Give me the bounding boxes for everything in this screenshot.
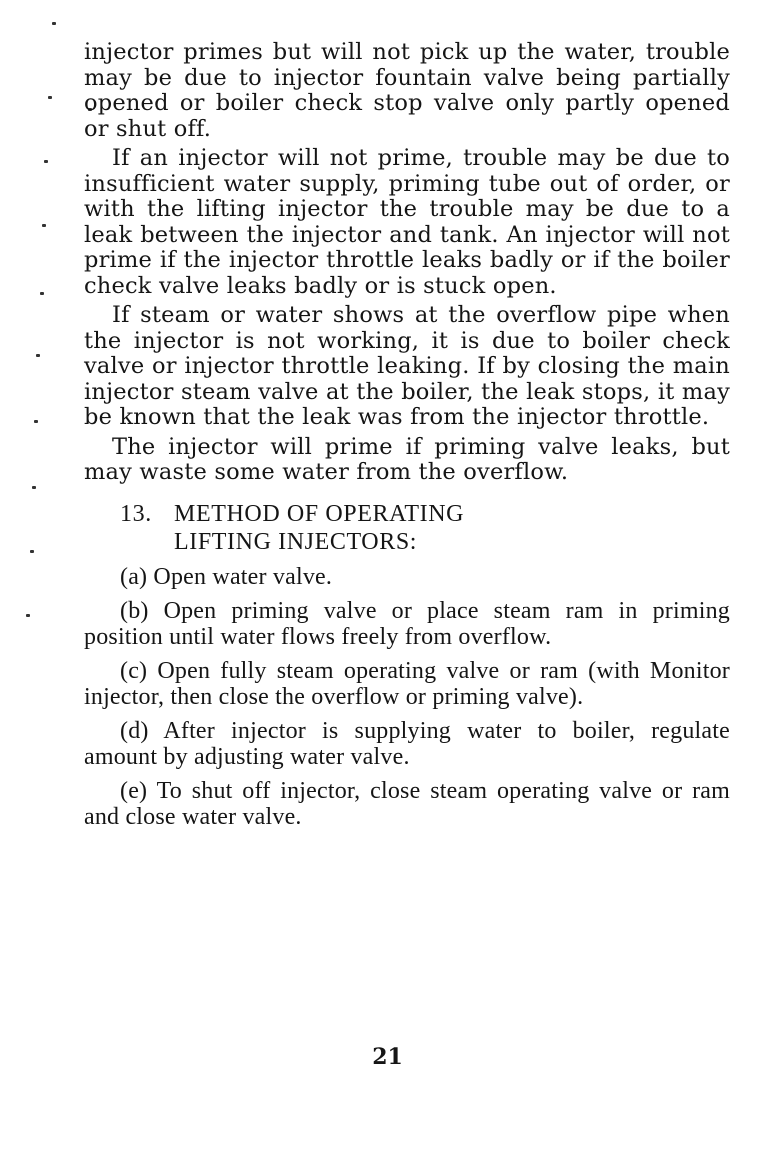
paragraph-priming-trouble: If an injector will not prime, trouble may be due to insufficient water supply, priming tube out of order, or with the lifting injector the trouble may be due to a leak between the injector and tank. An injector will not prime if the injector throttle leaks badly or if the boiler check valve leaks badly or is stuck open.: [84, 145, 730, 299]
scan-speck: [32, 486, 36, 489]
step-a: (a) Open water valve.: [120, 563, 333, 590]
step-b: (b) Open priming valve or place steam ram in priming position until water flows freely from overflow.: [84, 597, 730, 650]
paragraph-overflow-leak: If steam or water shows at the overflow pipe when the injector is not working, it is due to boiler check valve or injector throttle leaking. If by closing the main injector steam valve at the boiler, the leak stops, it may be known that the leak was from the injector throttle.: [84, 302, 730, 430]
paragraph-priming-valve-leak: The injector will prime if priming valve leaks, but may waste some water from the overflow.: [84, 433, 730, 485]
section-number: 13.: [120, 500, 152, 527]
body-text: [84, 40, 730, 838]
scan-speck: [42, 224, 46, 227]
step-d: (d) After injector is supplying water to boiler, regulate amount by adjusting water valve.: [84, 717, 730, 770]
scan-speck: [36, 354, 40, 357]
scan-speck: [52, 22, 56, 25]
section-heading: [84, 500, 730, 556]
scan-speck: [48, 96, 52, 99]
scan-speck: [44, 160, 48, 163]
paragraph-continuation: injector primes but will not pick up the water, trouble may be due to injector fountain valve being partially opened or boiler check stop valve only partly opened or shut off.: [84, 39, 730, 142]
section-title-line2: LIFTING INJECTORS:: [174, 528, 418, 555]
section-title-line1: METHOD OF OPERATING: [174, 500, 465, 527]
scan-speck: [34, 420, 38, 423]
page-number: 21: [372, 1044, 403, 1070]
scan-speck: [30, 550, 34, 553]
scan-speck: [26, 614, 30, 617]
scan-speck: [40, 292, 44, 295]
step-e: (e) To shut off injector, close steam operating valve or ram and close water valve.: [84, 777, 730, 830]
step-c: (c) Open fully steam operating valve or ram (with Monitor injector, then close the overflow or priming valve).: [84, 657, 730, 710]
